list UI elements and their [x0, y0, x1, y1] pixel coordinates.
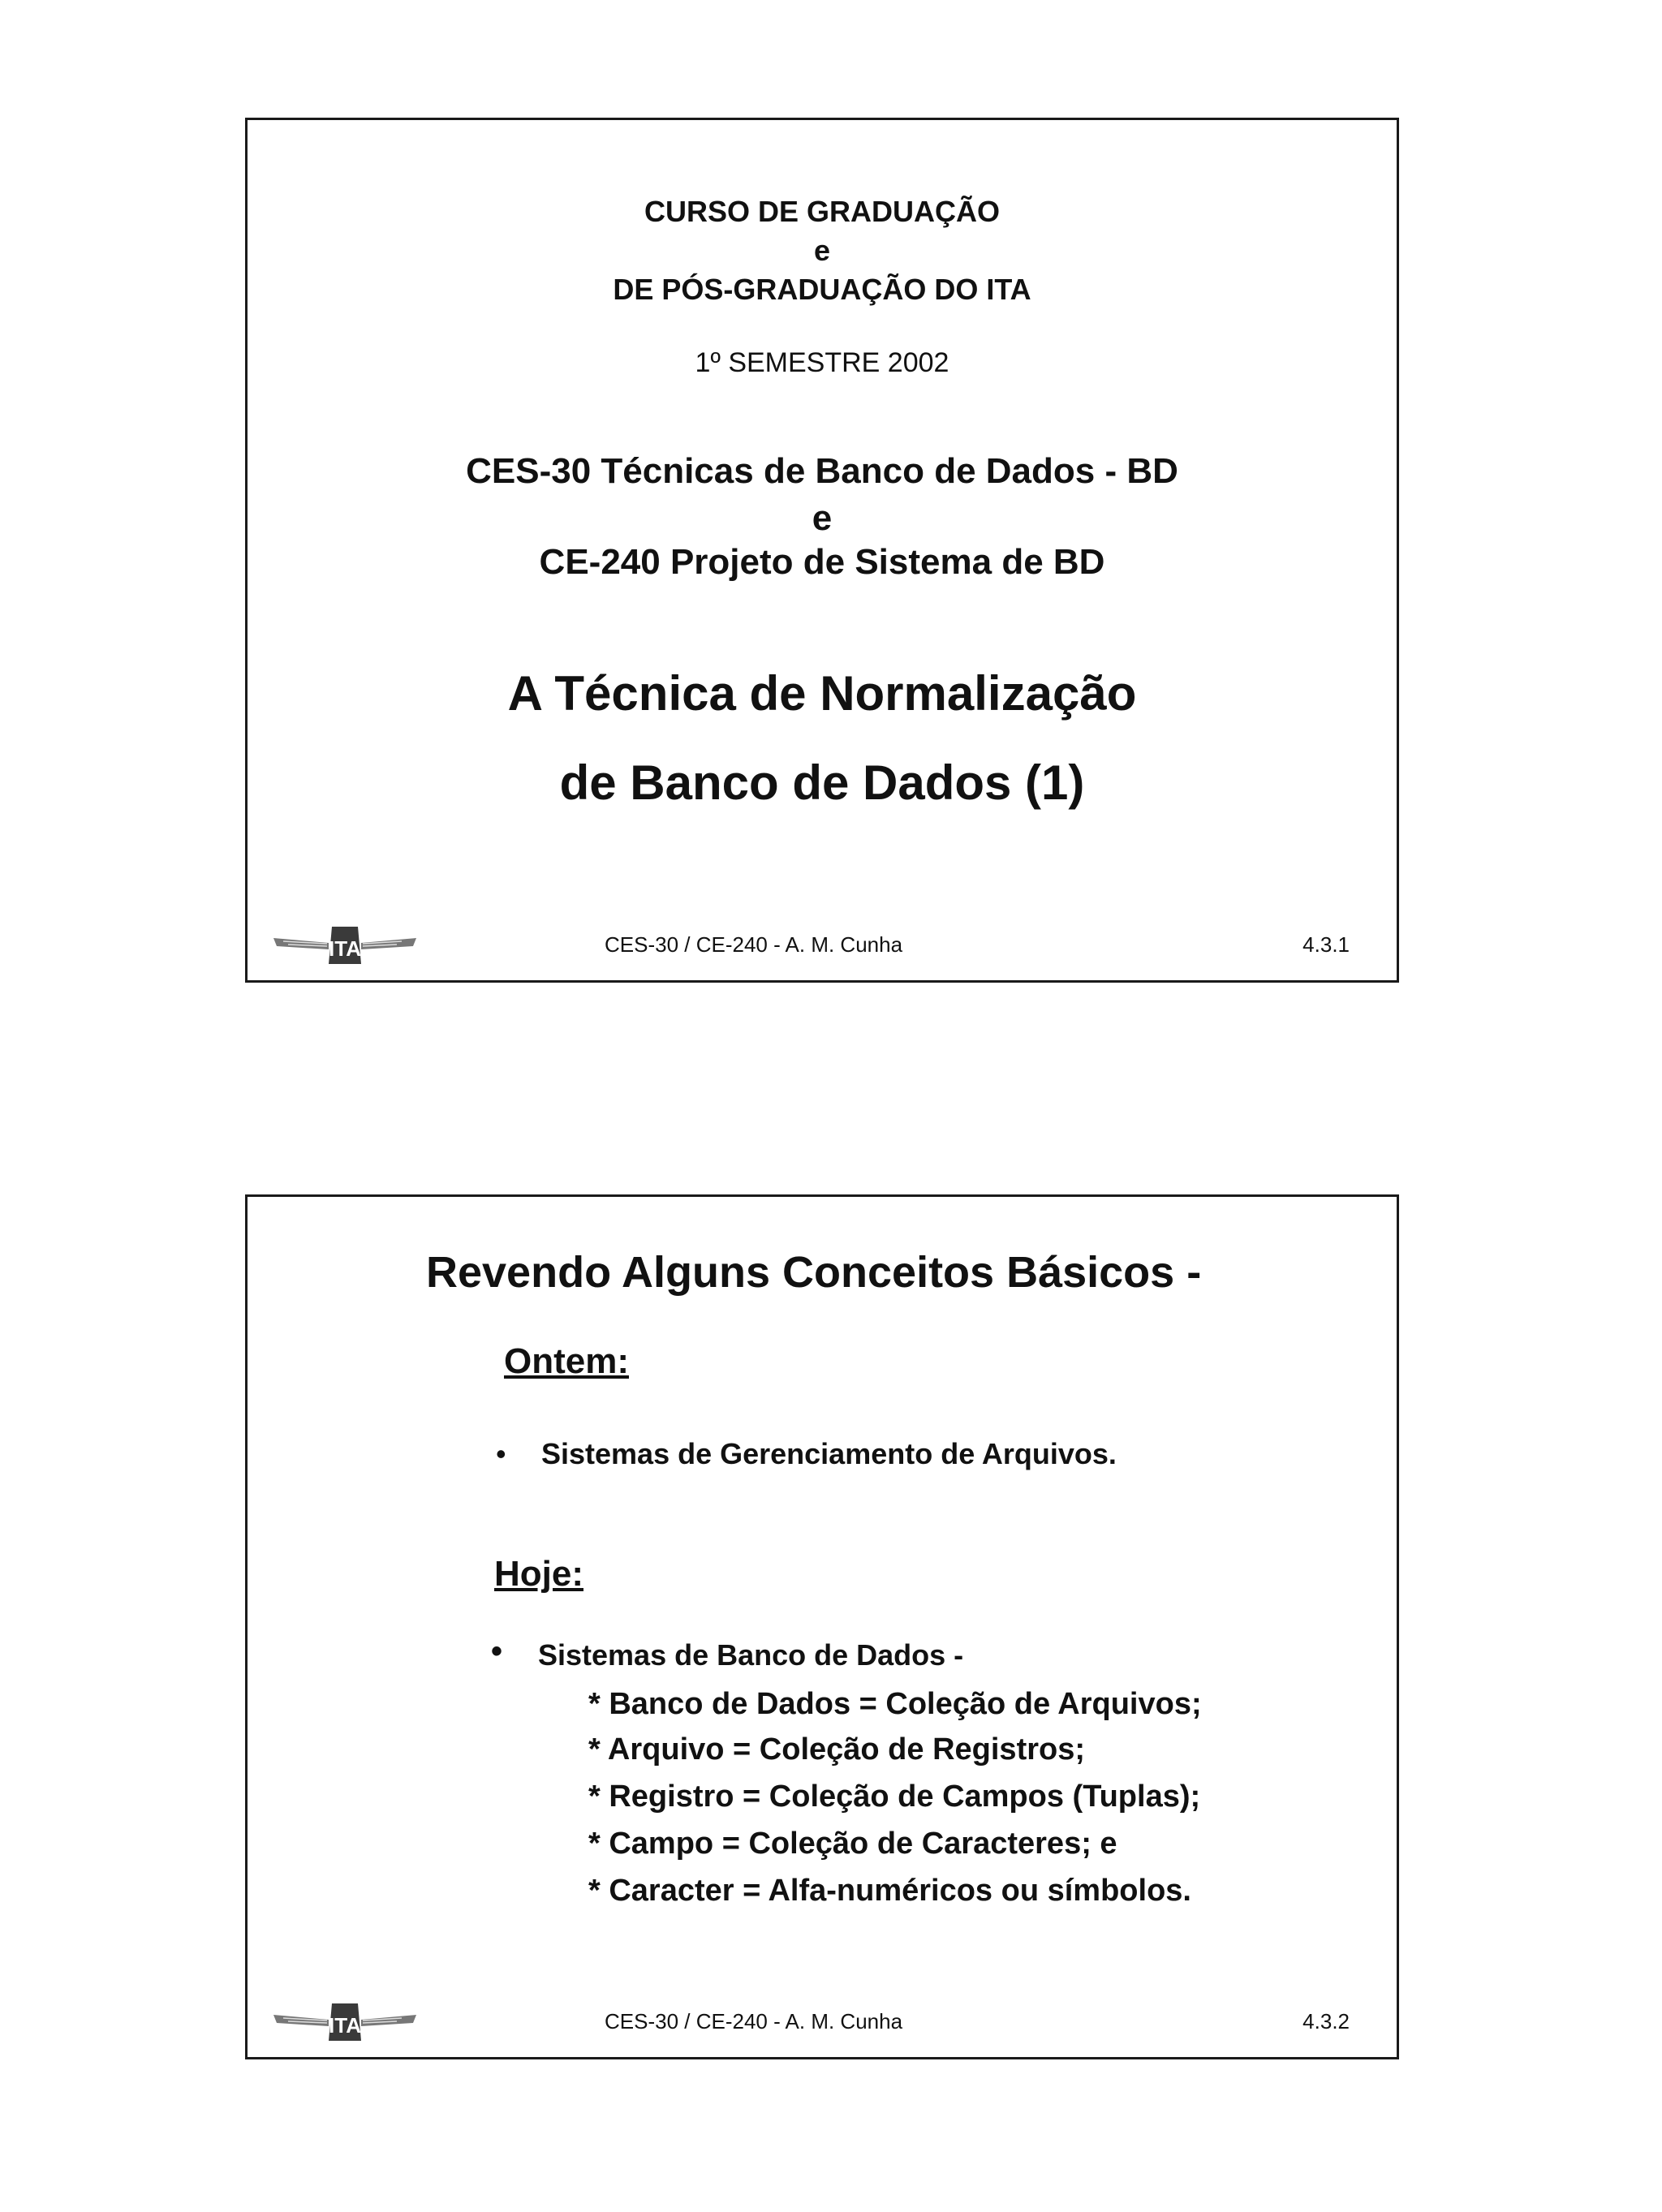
svg-text:ITA: ITA	[329, 2013, 361, 2038]
footer-course-author: CES-30 / CE-240 - A. M. Cunha	[605, 932, 903, 957]
section-heading-hoje: Hoje:	[494, 1554, 583, 1594]
course-header-line-1: CURSO DE GRADUAÇÃO	[644, 195, 1000, 228]
ita-logo-icon	[272, 1995, 418, 2046]
section-heading-ontem: Ontem:	[504, 1341, 629, 1381]
slide-number: 4.3.1	[1302, 932, 1350, 957]
list-item: * Caracter = Alfa-numéricos ou símbolos.	[588, 1874, 1191, 1908]
slide-number: 4.3.2	[1302, 2009, 1350, 2033]
slide-title: Revendo Alguns Conceitos Básicos -	[426, 1248, 1202, 1297]
slide-1	[245, 118, 1399, 983]
course-name-line-3: CE-240 Projeto de Sistema de BD	[539, 542, 1105, 582]
list-item: * Arquivo = Coleção de Registros;	[588, 1732, 1086, 1767]
bullet-dot: •	[491, 1633, 503, 1669]
course-header-line-2: e	[813, 234, 831, 267]
footer-course-author: CES-30 / CE-240 - A. M. Cunha	[605, 2009, 903, 2033]
slide-title-line-2: de Banco de Dados (1)	[559, 755, 1085, 810]
bullet-text-hoje: Sistemas de Banco de Dados -	[538, 1638, 964, 1672]
slide-2	[245, 1194, 1399, 2059]
list-item: * Banco de Dados = Coleção de Arquivos;	[588, 1687, 1202, 1721]
course-name-line-1: CES-30 Técnicas de Banco de Dados - BD	[466, 451, 1178, 491]
bullet-text-ontem: Sistemas de Gerenciamento de Arquivos.	[541, 1437, 1117, 1470]
ita-logo-icon	[272, 919, 418, 969]
course-header-line-3: DE PÓS-GRADUAÇÃO DO ITA	[613, 273, 1031, 306]
svg-text:ITA: ITA	[329, 936, 361, 961]
list-item: * Registro = Coleção de Campos (Tuplas);	[588, 1779, 1201, 1814]
slide-title-line-1: A Técnica de Normalização	[507, 666, 1137, 721]
bullet-dot: •	[496, 1437, 506, 1470]
semester-label: 1º SEMESTRE 2002	[695, 347, 949, 378]
course-name-line-2: e	[812, 498, 833, 538]
list-item: * Campo = Coleção de Caracteres; e	[588, 1827, 1117, 1861]
